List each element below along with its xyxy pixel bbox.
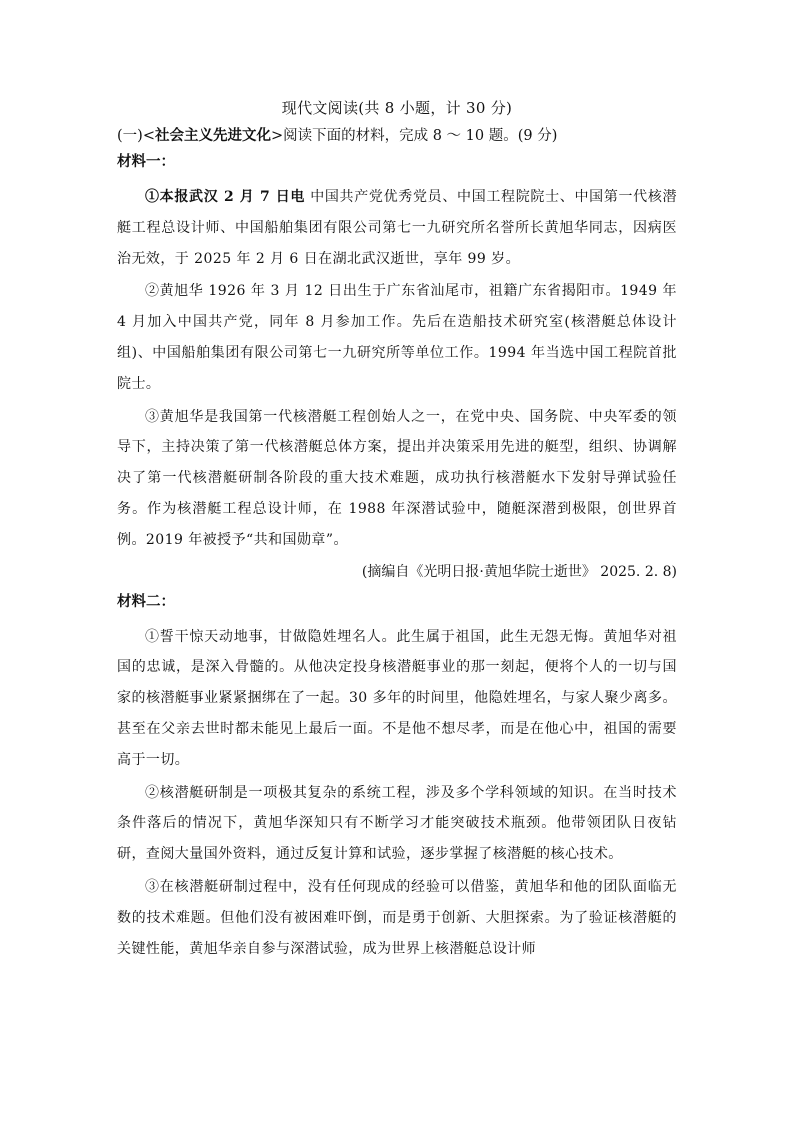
material-one-source: (摘编自《光明日报·黄旭华院士逝世》 2025. 2. 8)	[361, 563, 677, 580]
material-one-paragraph-2: ②黄旭华 1926 年 3 月 12 日出生于广东省汕尾市，祖籍广东省揭阳市。1949 年 4 月加入中国共产党，同年 8 月参加工作。先后在造船技术研究室(核潜艇总体设计组)、中国船舶集团有限公司第七一九研究所等单位工作。1994 年当选中国工程院首批院士。	[117, 283, 677, 392]
dateline: ①本报武汉 2 月 7 日电	[145, 189, 306, 205]
paragraph-text: 中国共产党优秀党员、中国工程院院士、中国第一代核潜艇工程总设计师、中国船舶集团有限公司第七一九研究所名誉所长黄旭华同志，因病医治无效，于 2025 年 2 月 6 日在湖北武汉逝世，享年 99 岁。	[117, 189, 677, 267]
material-two-heading: 材料二：	[117, 592, 175, 610]
material-two-paragraph-1: ①誓干惊天动地事，甘做隐姓埋名人。此生属于祖国，此生无怨无悔。黄旭华对祖国的忠诚，是深入骨髓的。从他决定投身核潜艇事业的那一刻起，便将个人的一切与国家的核潜艇事业紧紧捆绑在了一起。30 多年的时间里，他隐姓埋名，与家人聚少离多。甚至在父亲去世时都未能见上最后一面。不是他不想尽孝，而是在他心中，祖国的需要高于一切。	[117, 628, 677, 768]
section-title: 现代文阅读(共 8 小题，计 30 分)	[281, 99, 513, 117]
subsection-title	[117, 124, 677, 148]
subsection-bold-label: 社会主义先进文化	[154, 127, 271, 144]
material-one-paragraph-3: ③黄旭华是我国第一代核潜艇工程创始人之一，在党中央、国务院、中央军委的领导下，主持决策了第一代核潜艇总体方案，提出并决策采用先进的艇型，组织、协调解决了第一代核潜艇研制各阶段的重大技术难题，成功执行核潜艇水下发射导弹试验任务。作为核潜艇工程总设计师，在 1988 年深潜试验中，随艇深潜到极限，创世界首例。2019 年被授予“共和国勋章”。	[117, 408, 677, 548]
material-one-paragraph-1	[117, 182, 677, 274]
material-two-paragraph-3: ③在核潜艇研制过程中，没有任何现成的经验可以借鉴，黄旭华和他的团队面临无数的技术难题。但他们没有被困难吓倒，而是勇于创新、大胆探索。为了验证核潜艇的关键性能，黄旭华亲自参与深潜试验，成为世界上核潜艇总设计师	[117, 878, 677, 957]
subsection-prefix: (一)<	[117, 128, 155, 144]
document-page	[117, 98, 677, 966]
material-two-paragraph-2: ②核潜艇研制是一项极其复杂的系统工程，涉及多个学科领域的知识。在当时技术条件落后的情况下，黄旭华深知只有不断学习才能突破技术瓶颈。他带领团队日夜钻研，查阅大量国外资料，通过反复计算和试验，逐步掌握了核潜艇的核心技术。	[117, 784, 677, 863]
subsection-suffix: >阅读下面的材料，完成 8 ～ 10 题。(9 分)	[270, 128, 558, 144]
material-one-heading: 材料一：	[117, 153, 175, 170]
